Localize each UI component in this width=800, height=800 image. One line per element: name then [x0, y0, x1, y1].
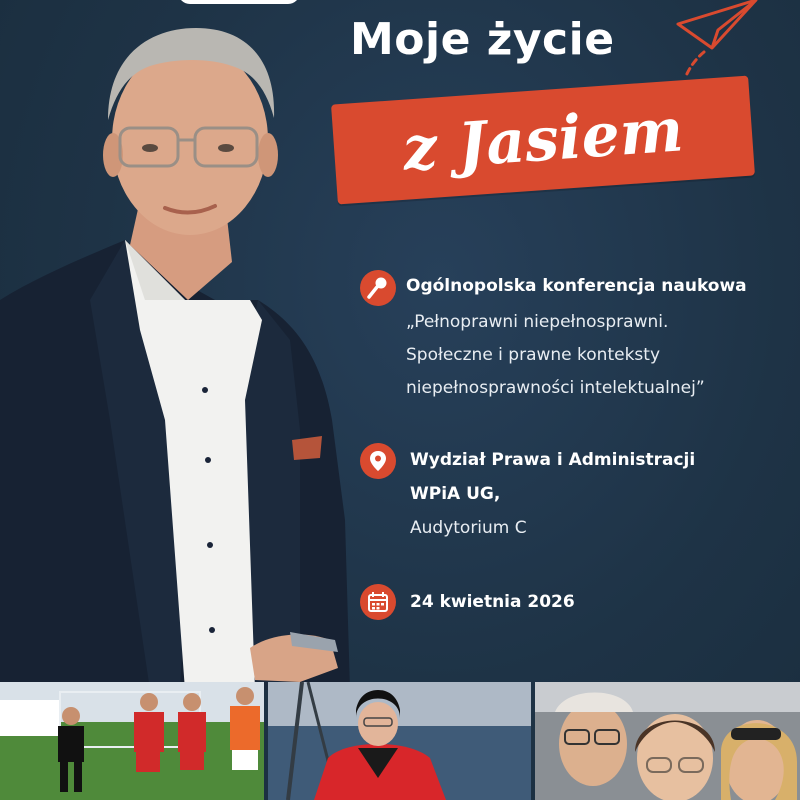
location-line-2: WPiA UG,: [410, 484, 501, 504]
speaker-photo: [0, 0, 360, 690]
event-date: 24 kwietnia 2026: [410, 592, 575, 612]
title-line-1: Moje życie: [350, 14, 615, 65]
event-name-line-3: niepełnosprawności intelektualnej”: [406, 378, 705, 398]
event-type: Ogólnopolska konferencja naukowa: [406, 276, 747, 296]
photo-sailing: [268, 682, 531, 800]
microphone-icon: [360, 270, 396, 306]
photo-family-selfie: [535, 682, 800, 800]
calendar-icon: [360, 584, 396, 620]
photo-football: [0, 682, 264, 800]
location-line-1: Wydział Prawa i Administracji: [410, 450, 696, 470]
title-line-2: z Jasiem: [400, 95, 686, 185]
event-name-line-1: „Pełnoprawni niepełnosprawni.: [406, 312, 669, 332]
paper-plane-icon: [672, 0, 762, 80]
map-pin-icon: [360, 443, 396, 479]
event-name-line-2: Społeczne i prawne konteksty: [406, 345, 661, 365]
location-line-3: Audytorium C: [410, 518, 527, 538]
